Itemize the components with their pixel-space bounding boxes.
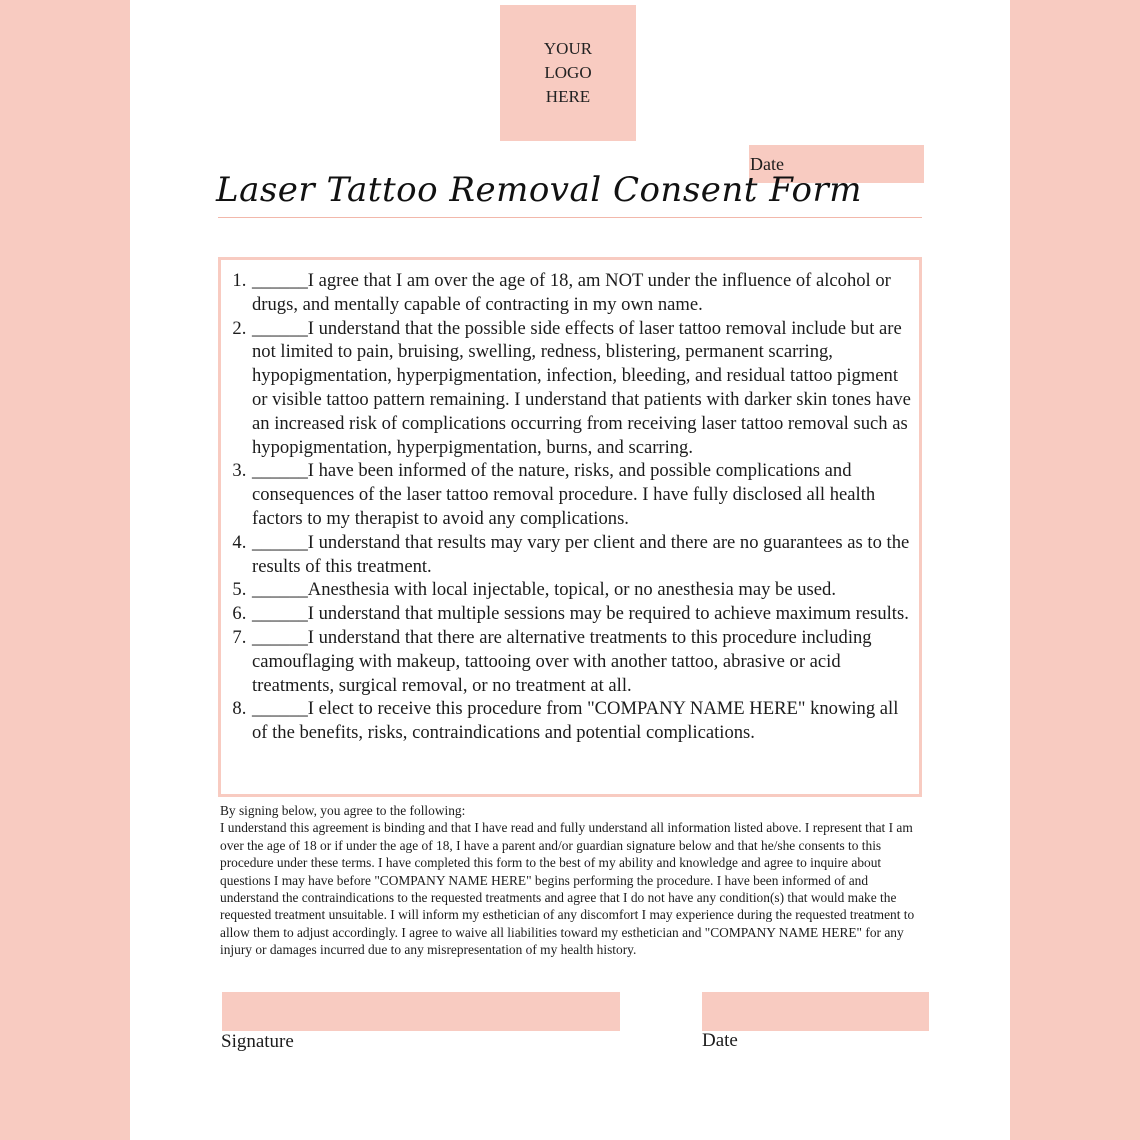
term-item: 8. ______I elect to receive this procedure from "COMPANY NAME HERE" knowing all of the benefits, risks, contraindications and potential complications. — [251, 697, 917, 745]
title-divider — [218, 217, 922, 218]
term-item: 4. ______I understand that results may vary per client and there are no guarantees as to the results of this treatment. — [251, 531, 917, 579]
signature-label: Signature — [221, 1031, 294, 1052]
term-item: 7. ______I understand that there are alternative treatments to this procedure including camouflaging with makeup, tattooing over with another tattoo, abrasive or acid treatments, surgical removal, or no treatment at all. — [251, 626, 917, 697]
logo-line-2: LOGO — [544, 63, 592, 82]
logo-placeholder — [500, 5, 636, 141]
signature-date-label: Date — [702, 1030, 738, 1051]
agreement-intro: By signing below, you agree to the following: — [220, 803, 466, 818]
terms-box — [218, 257, 922, 797]
form-title: Laser Tattoo Removal Consent Form — [216, 170, 862, 210]
term-item: 2. ______I understand that the possible side effects of laser tattoo removal include but are not limited to pain, bruising, swelling, redness, blistering, permanent scarring, hypopigmentation, hyperpigmentation, infection, bleeding, and residual tattoo pigment or visible tattoo pattern remaining. I understand that patients with darker skin tones have an increased risk of complications occurring from receiving laser tattoo removal such as hypopigmentation, hyperpigmentation, burns, and scarring. — [251, 317, 917, 460]
logo-line-3: HERE — [545, 87, 591, 106]
signature-date-field[interactable] — [702, 992, 929, 1031]
term-item: 5. ______Anesthesia with local injectable, topical, or no anesthesia may be used. — [251, 578, 917, 602]
agreement-section — [220, 802, 920, 959]
agreement-body: I understand this agreement is binding and that I have read and fully understand all information listed above. I represent that I am over the age of 18 or if under the age of 18, I have a parent and/or guardian signature below and that he/she consents to this procedure under these terms. I have completed this form to the best of my ability and knowledge and agree to inquire about questions I may have before "COMPANY NAME HERE" begins performing the procedure. I have been informed of and understand the contraindications to the requested treatments and agree that I do not have any condition(s) that would make the requested treatment unsuitable. I will inform my esthetician of any discomfort I may experience during the requested treatment to allow them to adjust accordingly. I agree to waive all liabilities toward my esthetician and "COMPANY NAME HERE" for any injury or damages incurred due to any misrepresentation of my health history. — [220, 820, 915, 958]
terms-list — [221, 269, 917, 745]
signature-field[interactable] — [222, 992, 620, 1031]
header-date-label: Date — [750, 154, 784, 174]
term-item: 6. ______I understand that multiple sessions may be required to achieve maximum results. — [251, 602, 917, 626]
term-item: 3. ______I have been informed of the nature, risks, and possible complications and consequences of the laser tattoo removal procedure. I have fully disclosed all health factors to my therapist to avoid any complications. — [251, 459, 917, 530]
logo-line-1: YOUR — [543, 39, 593, 58]
consent-form-page — [130, 0, 1010, 1140]
term-item: 1. ______I agree that I am over the age of 18, am NOT under the influence of alcohol or drugs, and mentally capable of contracting in my own name. — [251, 269, 917, 317]
